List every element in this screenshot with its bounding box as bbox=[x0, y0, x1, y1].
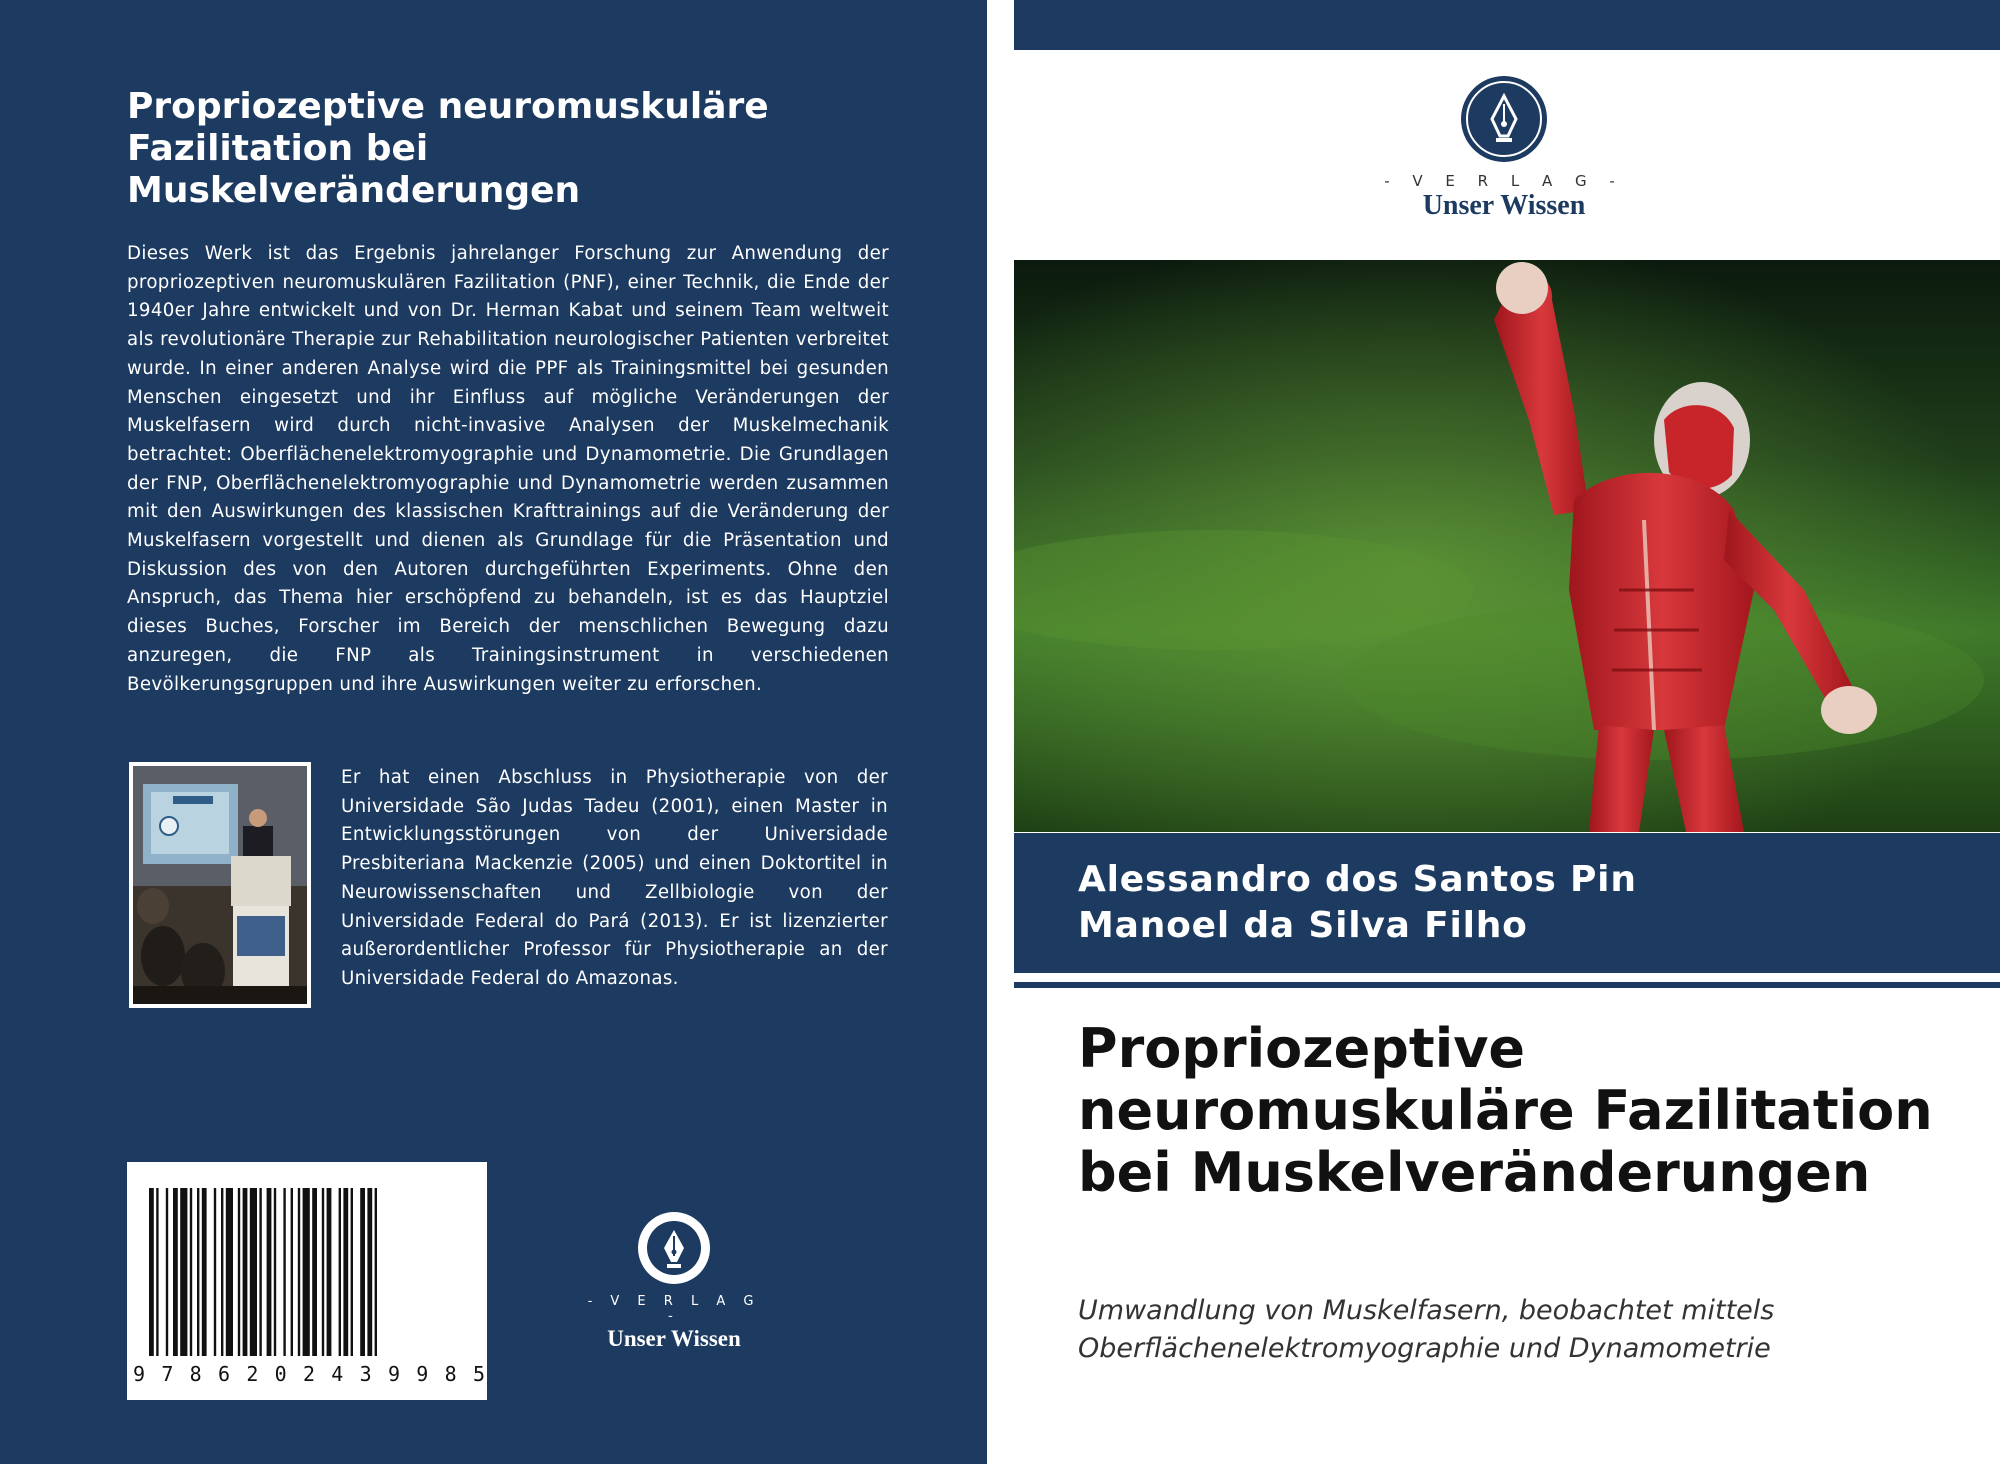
barcode bbox=[127, 1162, 487, 1400]
barcode-bar bbox=[190, 1188, 192, 1356]
barcode-digits bbox=[133, 1362, 485, 1386]
barcode-digit: 0 bbox=[274, 1362, 287, 1386]
barcode-bar bbox=[226, 1188, 233, 1356]
barcode-bar bbox=[283, 1188, 285, 1356]
barcode-digit: 8 bbox=[444, 1362, 457, 1386]
barcode-bar bbox=[367, 1188, 372, 1356]
front-publisher-brand: Unser Wissen bbox=[1422, 190, 1586, 221]
back-publisher-brand: Unser Wissen bbox=[607, 1326, 741, 1351]
barcode-digit: 2 bbox=[302, 1362, 316, 1386]
cover-image-muscle-figure bbox=[1014, 260, 2000, 832]
barcode-bar bbox=[259, 1188, 261, 1356]
barcode-bar bbox=[327, 1188, 332, 1356]
barcode-bar bbox=[343, 1188, 348, 1356]
barcode-bar bbox=[360, 1188, 365, 1356]
spine bbox=[987, 0, 1014, 1464]
back-cover bbox=[0, 0, 987, 1464]
barcode-digit: 9 bbox=[416, 1362, 429, 1386]
barcode-bar bbox=[322, 1188, 324, 1356]
barcode-bar bbox=[250, 1188, 257, 1356]
front-cover-title: Propriozeptive neuromuskuläre Fazilitation bei Muskelveränderungen bbox=[1078, 1017, 1933, 1204]
barcode-bar bbox=[221, 1188, 223, 1356]
divider bbox=[1014, 982, 2000, 988]
barcode-bar bbox=[149, 1188, 154, 1356]
barcode-bar bbox=[197, 1188, 199, 1356]
barcode-bar bbox=[274, 1188, 276, 1356]
author-photo bbox=[129, 762, 311, 1008]
front-publisher-logo bbox=[1384, 74, 1624, 222]
author-bio: Er hat einen Abschluss in Physiotherapie von der Universidade São Judas Tadeu (2001), einen Master in Entwicklungsstörungen von der Universidade Presbiteriana Mackenzie (2005) und einen Doktortitel in Neurowissenschaften und Zellbiologie von der Universidade Federal do Pará (2013). Er ist lizenzierter außerordentlicher Professor für Physiotherapie an der Universidade Federal do Amazonas. bbox=[341, 767, 888, 989]
barcode-bar bbox=[375, 1188, 377, 1356]
barcode-digit: 3 bbox=[359, 1362, 372, 1386]
publisher-emblem-icon bbox=[636, 1210, 712, 1286]
barcode-digit: 4 bbox=[331, 1362, 344, 1386]
barcode-bar bbox=[166, 1188, 168, 1356]
barcode-digit: 9 bbox=[133, 1362, 146, 1386]
barcode-bar bbox=[238, 1188, 240, 1356]
front-publisher-verlag: - V E R L A G - bbox=[1384, 172, 1624, 190]
barcode-bar bbox=[291, 1188, 293, 1356]
barcode-bar bbox=[180, 1188, 187, 1356]
barcode-digit: 2 bbox=[246, 1362, 259, 1386]
barcode-bar bbox=[298, 1188, 300, 1356]
back-cover-description: Dieses Werk ist das Ergebnis jahrelanger Forschung zur Anwendung der propriozeptiven neuromuskulären Fazilitation (PNF), einer Technik, die Ende der 1940er Jahre entwickelt und von Dr. Herman Kabat und seinem Team weltweit als revolutionäre Therapie zur Rehabilitation neurologischer Patienten verbreitet wurde. In einer anderen Analyse wird die PPF als Trainingsmittel bei gesunden Menschen eingesetzt und ihr Einfluss auf mögliche Veränderungen der Muskelfasern wird durch nicht-invasive Analysen der Muskelmechanik betrachtet: Oberflächenelektromyographie und Dynamometrie. Die Grundlagen der FNP, Oberflächenelektromyographie und Dynamometrie werden zusammen mit den Auswirkungen des klassischen Krafttrainings auf die Veränderung der Muskelfasern vorgestellt und dienen als Grundlage für die Präsentation und Diskussion des von den Autoren durchgeführten Experiments. Ohne den Anspruch, das Thema hier erschöpfend zu behandeln, ist es das Hauptziel dieses Buches, Forscher im Bereich der menschlichen Bewegung dazu anzuregen, die FNP als Trainingsinstrument in verschiedenen Bevölkerungsgruppen und ihre Auswirkungen weiter zu erforschen. bbox=[127, 243, 889, 695]
barcode-digit: 7 bbox=[161, 1362, 174, 1386]
barcode-bar bbox=[267, 1188, 272, 1356]
author-name-1: Alessandro dos Santos Pin bbox=[1078, 859, 1637, 900]
barcode-bar bbox=[339, 1188, 341, 1356]
barcode-digit: 8 bbox=[189, 1362, 202, 1386]
back-publisher-logo bbox=[586, 1210, 762, 1352]
back-publisher-verlag: - V E R L A G - bbox=[587, 1294, 761, 1324]
barcode-bar bbox=[312, 1188, 317, 1356]
barcode-bar bbox=[351, 1188, 353, 1356]
barcode-bar bbox=[173, 1188, 178, 1356]
front-cover-subtitle: Umwandlung von Muskelfasern, beobachtet mittels Oberflächenelektromyographie und Dynamometrie bbox=[1078, 1295, 1775, 1364]
barcode-digit: 5 bbox=[472, 1362, 485, 1386]
barcode-bar bbox=[156, 1188, 158, 1356]
barcode-bar bbox=[303, 1188, 310, 1356]
barcode-bar bbox=[214, 1188, 216, 1356]
author-band bbox=[1014, 833, 2000, 973]
barcode-bar bbox=[202, 1188, 207, 1356]
front-cover bbox=[1014, 0, 2000, 1464]
publisher-emblem-icon bbox=[1459, 74, 1549, 164]
author-name-2: Manoel da Silva Filho bbox=[1078, 905, 1528, 946]
barcode-bar bbox=[243, 1188, 248, 1356]
barcode-digit: 6 bbox=[217, 1362, 231, 1386]
barcode-digit: 9 bbox=[387, 1362, 400, 1386]
front-top-bar bbox=[1014, 0, 2000, 50]
back-cover-title: Propriozeptive neuromuskuläre Fazilitation bei Muskelveränderungen bbox=[127, 86, 769, 211]
